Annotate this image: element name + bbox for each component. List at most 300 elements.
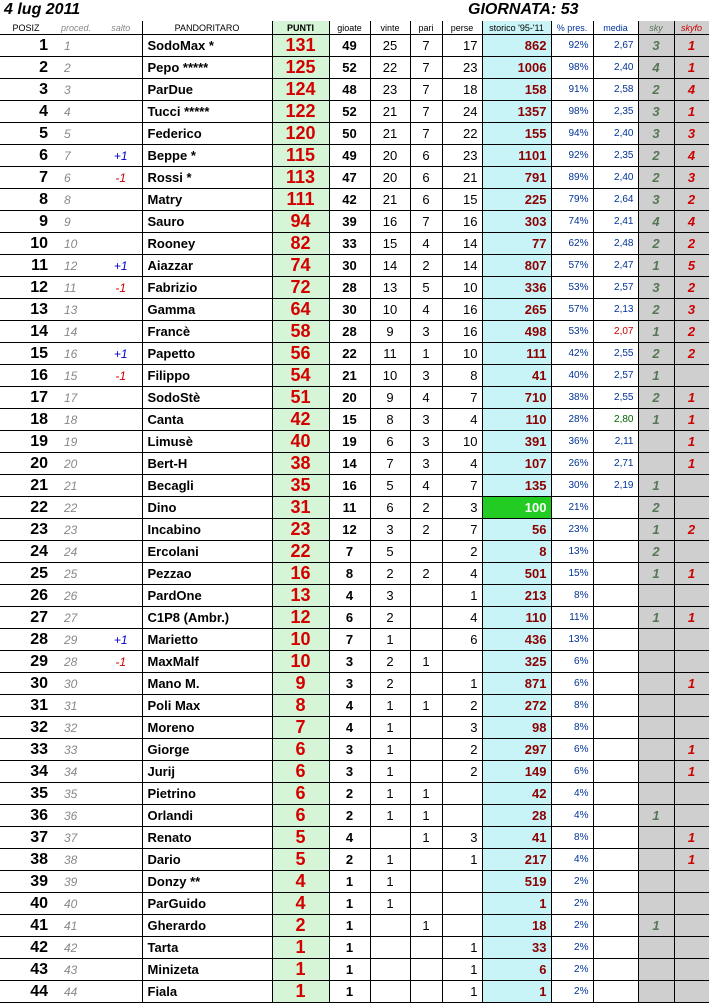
table-row: [0, 57, 709, 79]
won-cell: 1: [370, 893, 410, 915]
played-cell: 50: [329, 123, 370, 145]
lost-cell: 22: [442, 123, 482, 145]
won-cell: 5: [370, 475, 410, 497]
jump-cell: [100, 35, 142, 57]
won-cell: [370, 937, 410, 959]
historical-cell: 8: [482, 541, 551, 563]
previous-position-cell: 36: [52, 805, 100, 827]
jump-cell: [100, 211, 142, 233]
previous-position-cell: 27: [52, 607, 100, 629]
average-cell: [593, 629, 638, 651]
table-row: [0, 607, 709, 629]
skyfo-cell: [674, 695, 709, 717]
played-cell: 1: [329, 959, 370, 981]
lost-cell: 4: [442, 607, 482, 629]
skyfo-cell: [674, 365, 709, 387]
player-name-cell: ParDue: [142, 79, 272, 101]
historical-cell: 710: [482, 387, 551, 409]
col-vinte: vinte: [370, 21, 410, 35]
previous-position-cell: 35: [52, 783, 100, 805]
position-cell: 8: [0, 189, 52, 211]
position-cell: 6: [0, 145, 52, 167]
player-name-cell: Dino: [142, 497, 272, 519]
won-cell: 2: [370, 651, 410, 673]
presence-cell: 62%: [551, 233, 593, 255]
previous-position-cell: 15: [52, 365, 100, 387]
won-cell: 21: [370, 189, 410, 211]
played-cell: 1: [329, 915, 370, 937]
table-row: [0, 937, 709, 959]
previous-position-cell: 21: [52, 475, 100, 497]
jump-cell: [100, 959, 142, 981]
drawn-cell: 5: [410, 277, 442, 299]
sky-cell: 2: [638, 299, 674, 321]
table-row: [0, 35, 709, 57]
drawn-cell: 1: [410, 915, 442, 937]
giornata-title: GIORNATA: 53: [468, 1, 579, 18]
position-cell: 15: [0, 343, 52, 365]
points-cell: 31: [272, 497, 329, 519]
drawn-cell: [410, 629, 442, 651]
previous-position-cell: 8: [52, 189, 100, 211]
average-cell: [593, 541, 638, 563]
skyfo-cell: 1: [674, 673, 709, 695]
skyfo-cell: 1: [674, 739, 709, 761]
played-cell: 3: [329, 673, 370, 695]
skyfo-cell: 4: [674, 145, 709, 167]
played-cell: 1: [329, 893, 370, 915]
points-cell: 10: [272, 651, 329, 673]
lost-cell: 3: [442, 497, 482, 519]
average-cell: [593, 651, 638, 673]
previous-position-cell: 44: [52, 981, 100, 1003]
player-name-cell: Limusè: [142, 431, 272, 453]
historical-cell: 41: [482, 827, 551, 849]
presence-cell: 98%: [551, 57, 593, 79]
historical-cell: 871: [482, 673, 551, 695]
drawn-cell: 2: [410, 497, 442, 519]
presence-cell: 11%: [551, 607, 593, 629]
jump-cell: [100, 563, 142, 585]
historical-cell: 111: [482, 343, 551, 365]
points-cell: 1: [272, 937, 329, 959]
previous-position-cell: 6: [52, 167, 100, 189]
played-cell: 14: [329, 453, 370, 475]
historical-cell: 77: [482, 233, 551, 255]
sky-cell: 3: [638, 189, 674, 211]
table-row: [0, 255, 709, 277]
points-cell: 16: [272, 563, 329, 585]
lost-cell: 17: [442, 35, 482, 57]
header-row: [0, 21, 709, 35]
sky-cell: 2: [638, 541, 674, 563]
historical-cell: 325: [482, 651, 551, 673]
played-cell: 28: [329, 321, 370, 343]
sky-cell: 3: [638, 277, 674, 299]
lost-cell: [442, 893, 482, 915]
historical-cell: 107: [482, 453, 551, 475]
sky-cell: [638, 981, 674, 1003]
drawn-cell: 3: [410, 365, 442, 387]
points-cell: 120: [272, 123, 329, 145]
col-proced: proced.: [52, 21, 100, 35]
historical-cell: 28: [482, 805, 551, 827]
points-cell: 51: [272, 387, 329, 409]
drawn-cell: 4: [410, 233, 442, 255]
sky-cell: 1: [638, 563, 674, 585]
previous-position-cell: 30: [52, 673, 100, 695]
table-row: [0, 101, 709, 123]
previous-position-cell: 4: [52, 101, 100, 123]
played-cell: 1: [329, 981, 370, 1003]
previous-position-cell: 3: [52, 79, 100, 101]
average-cell: 2,40: [593, 57, 638, 79]
drawn-cell: [410, 981, 442, 1003]
drawn-cell: 1: [410, 343, 442, 365]
skyfo-cell: 2: [674, 321, 709, 343]
player-name-cell: Aiazzar: [142, 255, 272, 277]
historical-cell: 265: [482, 299, 551, 321]
historical-cell: 519: [482, 871, 551, 893]
col-sky: sky: [638, 21, 674, 35]
table-row: [0, 79, 709, 101]
jump-cell: [100, 475, 142, 497]
position-cell: 19: [0, 431, 52, 453]
lost-cell: [442, 783, 482, 805]
drawn-cell: 3: [410, 321, 442, 343]
points-cell: 6: [272, 805, 329, 827]
lost-cell: 10: [442, 431, 482, 453]
table-row: [0, 585, 709, 607]
jump-cell: [100, 189, 142, 211]
presence-cell: 13%: [551, 541, 593, 563]
drawn-cell: 4: [410, 387, 442, 409]
won-cell: 11: [370, 343, 410, 365]
position-cell: 14: [0, 321, 52, 343]
played-cell: 48: [329, 79, 370, 101]
played-cell: 33: [329, 233, 370, 255]
player-name-cell: C1P8 (Ambr.): [142, 607, 272, 629]
table-row: [0, 629, 709, 651]
table-row: [0, 915, 709, 937]
won-cell: 22: [370, 57, 410, 79]
jump-cell: [100, 233, 142, 255]
table-row: [0, 475, 709, 497]
player-name-cell: Minizeta: [142, 959, 272, 981]
position-cell: 18: [0, 409, 52, 431]
points-cell: 94: [272, 211, 329, 233]
drawn-cell: 3: [410, 453, 442, 475]
table-row: [0, 673, 709, 695]
skyfo-cell: 5: [674, 255, 709, 277]
previous-position-cell: 16: [52, 343, 100, 365]
points-cell: 13: [272, 585, 329, 607]
average-cell: 2,35: [593, 101, 638, 123]
position-cell: 26: [0, 585, 52, 607]
skyfo-cell: 4: [674, 79, 709, 101]
player-name-cell: SodoStè: [142, 387, 272, 409]
position-cell: 13: [0, 299, 52, 321]
played-cell: 21: [329, 365, 370, 387]
col-media: media: [593, 21, 638, 35]
historical-cell: 501: [482, 563, 551, 585]
position-cell: 1: [0, 35, 52, 57]
average-cell: [593, 959, 638, 981]
jump-cell: [100, 915, 142, 937]
table-row: [0, 343, 709, 365]
played-cell: 6: [329, 607, 370, 629]
jump-cell: [100, 519, 142, 541]
lost-cell: 14: [442, 233, 482, 255]
historical-cell: 1357: [482, 101, 551, 123]
played-cell: 30: [329, 255, 370, 277]
jump-cell: [100, 849, 142, 871]
player-name-cell: Renato: [142, 827, 272, 849]
player-name-cell: Papetto: [142, 343, 272, 365]
sky-cell: [638, 849, 674, 871]
points-cell: 72: [272, 277, 329, 299]
standings-body: [0, 35, 709, 1003]
average-cell: [593, 761, 638, 783]
drawn-cell: [410, 739, 442, 761]
won-cell: 1: [370, 871, 410, 893]
previous-position-cell: 13: [52, 299, 100, 321]
average-cell: 2,13: [593, 299, 638, 321]
won-cell: 3: [370, 585, 410, 607]
sky-cell: 2: [638, 233, 674, 255]
sky-cell: [638, 695, 674, 717]
played-cell: 2: [329, 783, 370, 805]
points-cell: 6: [272, 783, 329, 805]
played-cell: 22: [329, 343, 370, 365]
col-posiz: POSIZ: [0, 21, 52, 35]
average-cell: 2,55: [593, 387, 638, 409]
historical-cell: 303: [482, 211, 551, 233]
lost-cell: 2: [442, 541, 482, 563]
points-cell: 74: [272, 255, 329, 277]
player-name-cell: Federico: [142, 123, 272, 145]
won-cell: 1: [370, 805, 410, 827]
historical-cell: 33: [482, 937, 551, 959]
player-name-cell: Becagli: [142, 475, 272, 497]
player-name-cell: Pezzao: [142, 563, 272, 585]
jump-cell: +1: [100, 255, 142, 277]
skyfo-cell: 3: [674, 167, 709, 189]
jump-cell: [100, 541, 142, 563]
drawn-cell: 1: [410, 695, 442, 717]
historical-cell: 225: [482, 189, 551, 211]
sky-cell: 1: [638, 805, 674, 827]
historical-cell: 110: [482, 409, 551, 431]
col-pari: pari: [410, 21, 442, 35]
lost-cell: [442, 915, 482, 937]
previous-position-cell: 11: [52, 277, 100, 299]
table-row: [0, 695, 709, 717]
position-cell: 27: [0, 607, 52, 629]
skyfo-cell: 2: [674, 519, 709, 541]
average-cell: 2,80: [593, 409, 638, 431]
average-cell: 2,40: [593, 123, 638, 145]
previous-position-cell: 26: [52, 585, 100, 607]
presence-cell: 94%: [551, 123, 593, 145]
table-row: [0, 761, 709, 783]
points-cell: 10: [272, 629, 329, 651]
presence-cell: 53%: [551, 321, 593, 343]
average-cell: 2,40: [593, 167, 638, 189]
points-cell: 2: [272, 915, 329, 937]
position-cell: 35: [0, 783, 52, 805]
table-row: [0, 123, 709, 145]
lost-cell: 1: [442, 959, 482, 981]
previous-position-cell: 43: [52, 959, 100, 981]
historical-cell: 158: [482, 79, 551, 101]
position-cell: 24: [0, 541, 52, 563]
lost-cell: [442, 651, 482, 673]
average-cell: 2,48: [593, 233, 638, 255]
presence-cell: 2%: [551, 937, 593, 959]
previous-position-cell: 14: [52, 321, 100, 343]
presence-cell: 28%: [551, 409, 593, 431]
won-cell: 10: [370, 365, 410, 387]
position-cell: 44: [0, 981, 52, 1003]
previous-position-cell: 2: [52, 57, 100, 79]
average-cell: [593, 739, 638, 761]
skyfo-cell: 1: [674, 453, 709, 475]
won-cell: 2: [370, 673, 410, 695]
lost-cell: 2: [442, 761, 482, 783]
played-cell: 3: [329, 651, 370, 673]
average-cell: 2,55: [593, 343, 638, 365]
won-cell: 8: [370, 409, 410, 431]
points-cell: 5: [272, 849, 329, 871]
average-cell: 2,71: [593, 453, 638, 475]
skyfo-cell: 2: [674, 233, 709, 255]
position-cell: 32: [0, 717, 52, 739]
table-row: [0, 321, 709, 343]
points-cell: 131: [272, 35, 329, 57]
jump-cell: [100, 585, 142, 607]
drawn-cell: 7: [410, 211, 442, 233]
presence-cell: 57%: [551, 255, 593, 277]
won-cell: 20: [370, 167, 410, 189]
player-name-cell: MaxMalf: [142, 651, 272, 673]
played-cell: 4: [329, 827, 370, 849]
points-cell: 64: [272, 299, 329, 321]
lost-cell: 7: [442, 475, 482, 497]
historical-cell: 217: [482, 849, 551, 871]
player-name-cell: Fabrizio: [142, 277, 272, 299]
played-cell: 39: [329, 211, 370, 233]
drawn-cell: 7: [410, 101, 442, 123]
skyfo-cell: [674, 783, 709, 805]
skyfo-cell: [674, 585, 709, 607]
sky-cell: 1: [638, 607, 674, 629]
table-row: [0, 959, 709, 981]
jump-cell: [100, 387, 142, 409]
lost-cell: [442, 871, 482, 893]
player-name-cell: Gamma: [142, 299, 272, 321]
presence-cell: 2%: [551, 871, 593, 893]
points-cell: 82: [272, 233, 329, 255]
played-cell: 52: [329, 57, 370, 79]
won-cell: [370, 915, 410, 937]
previous-position-cell: 42: [52, 937, 100, 959]
previous-position-cell: 1: [52, 35, 100, 57]
lost-cell: 23: [442, 145, 482, 167]
table-row: [0, 453, 709, 475]
position-cell: 20: [0, 453, 52, 475]
historical-cell: 1: [482, 981, 551, 1003]
lost-cell: 1: [442, 981, 482, 1003]
skyfo-cell: [674, 475, 709, 497]
played-cell: 47: [329, 167, 370, 189]
drawn-cell: [410, 893, 442, 915]
historical-cell: 272: [482, 695, 551, 717]
sky-cell: 1: [638, 321, 674, 343]
points-cell: 7: [272, 717, 329, 739]
position-cell: 21: [0, 475, 52, 497]
average-cell: [593, 915, 638, 937]
jump-cell: [100, 497, 142, 519]
won-cell: 10: [370, 299, 410, 321]
played-cell: 15: [329, 409, 370, 431]
player-name-cell: Filippo: [142, 365, 272, 387]
played-cell: 4: [329, 585, 370, 607]
presence-cell: 91%: [551, 79, 593, 101]
average-cell: [593, 871, 638, 893]
previous-position-cell: 22: [52, 497, 100, 519]
drawn-cell: [410, 761, 442, 783]
won-cell: 25: [370, 35, 410, 57]
table-row: [0, 893, 709, 915]
sky-cell: [638, 827, 674, 849]
won-cell: 20: [370, 145, 410, 167]
points-cell: 124: [272, 79, 329, 101]
sky-cell: 2: [638, 145, 674, 167]
jump-cell: -1: [100, 365, 142, 387]
previous-position-cell: 10: [52, 233, 100, 255]
average-cell: [593, 783, 638, 805]
position-cell: 12: [0, 277, 52, 299]
drawn-cell: 1: [410, 805, 442, 827]
played-cell: 3: [329, 761, 370, 783]
historical-cell: 498: [482, 321, 551, 343]
drawn-cell: 1: [410, 783, 442, 805]
table-row: [0, 805, 709, 827]
presence-cell: 2%: [551, 915, 593, 937]
sky-cell: [638, 717, 674, 739]
player-name-cell: Tucci *****: [142, 101, 272, 123]
won-cell: 1: [370, 761, 410, 783]
presence-cell: 36%: [551, 431, 593, 453]
player-name-cell: ParGuido: [142, 893, 272, 915]
lost-cell: 3: [442, 827, 482, 849]
lost-cell: 23: [442, 57, 482, 79]
points-cell: 115: [272, 145, 329, 167]
sky-cell: 1: [638, 475, 674, 497]
average-cell: [593, 937, 638, 959]
skyfo-cell: 2: [674, 277, 709, 299]
table-row: [0, 431, 709, 453]
previous-position-cell: 24: [52, 541, 100, 563]
col-salto: salto: [100, 21, 142, 35]
jump-cell: [100, 673, 142, 695]
player-name-cell: Matry: [142, 189, 272, 211]
position-cell: 3: [0, 79, 52, 101]
position-cell: 22: [0, 497, 52, 519]
player-name-cell: Pepo *****: [142, 57, 272, 79]
table-row: [0, 651, 709, 673]
